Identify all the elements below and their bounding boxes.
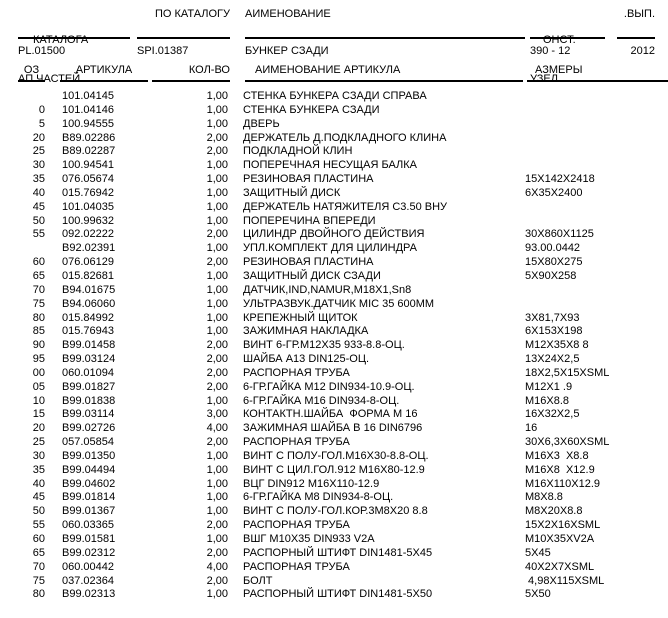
cell-article: 015.76943 <box>62 325 114 338</box>
cell-pos: 50 <box>32 505 45 518</box>
table-row <box>0 270 668 284</box>
column-header-quantity: КОЛ-ВО <box>152 64 230 82</box>
cell-qty: 2,00 <box>206 353 228 366</box>
cell-pos: 5 <box>38 117 45 130</box>
cell-size: M8X20X8.8 <box>525 505 583 518</box>
cell-pos: 15 <box>32 408 45 421</box>
cell-article: B99.02312 <box>62 546 116 559</box>
cell-article: 057.05854 <box>62 436 114 449</box>
table-row <box>0 464 668 478</box>
cell-pos: 30 <box>32 449 45 462</box>
cell-name: РАСПОРНАЯ ТРУБА <box>243 560 350 573</box>
cell-size <box>525 104 668 118</box>
cell-qty: 4,00 <box>206 560 228 573</box>
table-row <box>0 339 668 353</box>
table-row <box>0 519 668 533</box>
cell-pos: 30 <box>32 159 45 172</box>
cell-article: B99.01581 <box>62 533 116 545</box>
table-row <box>0 325 668 339</box>
column-header-article: АРТИКУЛА <box>60 64 148 82</box>
cell-name: ЦИЛИНДР ДВОЙНОГО ДЕЙСТВИЯ <box>243 228 425 241</box>
cell-size <box>525 90 668 104</box>
cell-name: РАСПОРНАЯ ТРУБА <box>243 366 350 379</box>
cell-article: B99.04602 <box>62 477 116 490</box>
cell-size: 30X6,3X60XSML <box>525 436 610 449</box>
cell-pos: 20 <box>32 422 45 435</box>
construction-unit-value: 390 - 12 <box>530 45 571 57</box>
cell-article: 060.00442 <box>62 560 114 573</box>
cell-pos: 70 <box>32 560 45 573</box>
table-row <box>0 505 668 519</box>
table-row <box>0 298 668 312</box>
cell-name: ЗАЩИТНЫЙ ДИСК СЗАДИ <box>243 269 381 282</box>
table-row <box>0 561 668 575</box>
table-row <box>0 90 668 104</box>
cell-article: B94.06060 <box>62 297 116 310</box>
cell-article: 037.02364 <box>62 574 114 587</box>
cell-size <box>525 145 668 159</box>
cell-article: 092.02222 <box>62 228 114 241</box>
cell-size <box>525 159 668 173</box>
cell-size: M12X1 .9 <box>525 380 573 393</box>
cell-pos: 20 <box>32 131 45 144</box>
assembly-name-value: БУНКЕР СЗАДИ <box>245 45 329 57</box>
cell-size: 15X142X2418 <box>525 173 595 186</box>
cell-size: 5X90X258 <box>525 269 577 282</box>
cell-name: ДВЕРЬ <box>243 117 280 130</box>
cell-article: B99.03114 <box>62 408 115 421</box>
cell-qty: 1,00 <box>206 394 228 407</box>
table-row <box>0 478 668 492</box>
cell-pos: 60 <box>32 533 45 545</box>
cell-pos: 0 <box>38 103 45 116</box>
cell-pos <box>0 90 45 104</box>
cell-qty: 1,00 <box>206 505 228 518</box>
cell-pos: 25 <box>32 436 45 449</box>
cell-article: B99.01350 <box>62 449 116 462</box>
cell-name: РАСПОРНЫЙ ШТИФТ DIN1481-5X50 <box>243 588 433 601</box>
cell-pos: 95 <box>32 353 45 366</box>
cell-size <box>525 201 668 215</box>
cell-qty: 1,00 <box>206 588 228 601</box>
cell-pos: 45 <box>32 200 45 213</box>
cell-article: 015.84992 <box>62 311 114 324</box>
column-header-position: ОЗ <box>18 64 45 82</box>
cell-name: КРЕПЕЖНЫЙ ЩИТОК <box>243 311 358 324</box>
table-row <box>0 575 668 589</box>
cell-name: ВИНТ С ПОЛУ-ГОЛ.КОР.3M8X20 8.8 <box>243 505 428 518</box>
table-row <box>0 242 668 256</box>
cell-name: РАСПОРНЫЙ ШТИФТ DIN1481-5X45 <box>243 546 433 559</box>
cell-name: УЛЬТРАЗВУК.ДАТЧИК MIC 35 600MM <box>243 297 435 310</box>
cell-size: 18X2,5X15XSML <box>525 366 610 379</box>
cell-name: РАСПОРНАЯ ТРУБА <box>243 519 350 532</box>
year-column <box>617 8 655 58</box>
cell-name: ВШГ M10X35 DIN933 V2A <box>243 533 375 545</box>
assembly-name-label: АИМЕНОВАНИЕ <box>245 8 525 39</box>
cell-article: B99.03124 <box>62 353 116 366</box>
table-row <box>0 145 668 159</box>
cell-qty: 1,00 <box>206 159 228 172</box>
table-row <box>0 159 668 173</box>
cell-name: ПОПЕРЕЧНАЯ НЕСУЩАЯ БАЛКА <box>243 159 418 172</box>
cell-qty: 1,00 <box>206 477 228 490</box>
cell-size: M8X8.8 <box>525 491 563 504</box>
cell-qty: 1,00 <box>206 533 228 545</box>
cell-article: B99.04494 <box>62 463 116 476</box>
table-row <box>0 284 668 298</box>
cell-pos: 75 <box>32 574 45 587</box>
cell-name: ЗАЖИМНАЯ НАКЛАДКА <box>243 325 369 338</box>
cell-qty: 2,00 <box>206 366 228 379</box>
cell-pos <box>0 242 45 256</box>
cell-pos: 10 <box>32 394 45 407</box>
table-row <box>0 201 668 215</box>
column-header-size: АЗМЕРЫ <box>527 64 668 82</box>
cell-article: 076.06129 <box>62 256 114 269</box>
cell-pos: 65 <box>32 269 45 282</box>
cell-qty: 2,00 <box>206 339 228 352</box>
cell-qty: 2,00 <box>206 519 228 532</box>
cell-article: B99.02726 <box>62 422 116 435</box>
cell-name: ВИНТ С ЦИЛ.ГОЛ.912 M16X80-12.9 <box>243 463 425 476</box>
cell-qty: 2,00 <box>206 574 228 587</box>
cell-pos: 80 <box>32 588 45 601</box>
cell-size: M16X3 X8.8 <box>525 449 589 462</box>
cell-qty: 1,00 <box>206 283 228 296</box>
cell-name: 6-ГР.ГАЙКА M8 DIN934-8-ОЦ. <box>243 491 394 504</box>
cell-pos: 40 <box>32 186 45 199</box>
cell-name: КОНТАКТН.ШАЙБА ФОРМА M 16 <box>243 408 418 421</box>
cell-article: B99.01367 <box>62 505 116 518</box>
table-row <box>0 104 668 118</box>
table-row <box>0 381 668 395</box>
table-row <box>0 187 668 201</box>
cell-name: ВЦГ DIN912 M16X110-12.9 <box>243 477 380 490</box>
cell-qty: 1,00 <box>206 297 228 310</box>
cell-pos: 60 <box>32 256 45 269</box>
table-row <box>0 312 668 326</box>
cell-size: 6X35X2400 <box>525 186 583 199</box>
cell-qty: 1,00 <box>206 90 228 102</box>
cell-name: ПОДКЛАДНОЙ КЛИН <box>243 145 353 158</box>
cell-qty: 1,00 <box>206 269 228 282</box>
cell-article: B99.01458 <box>62 339 116 352</box>
cell-name: РАСПОРНАЯ ТРУБА <box>243 436 350 449</box>
cell-qty: 2,00 <box>206 436 228 449</box>
cell-name: СТЕНКА БУНКЕРА СЗАДИ <box>243 103 380 116</box>
cell-qty: 1,00 <box>206 242 228 255</box>
cell-size: 3X81,7X93 <box>525 311 580 324</box>
cell-qty: 2,00 <box>206 546 228 559</box>
cell-name: СТЕНКА БУНКЕРА СЗАДИ СПРАВА <box>243 90 427 102</box>
cell-qty: 4,00 <box>206 422 228 435</box>
year-label: .ВЫП. <box>617 8 655 39</box>
cell-qty: 1,00 <box>206 214 228 227</box>
construction-unit-label-line2: УЗЕЛ <box>530 73 558 85</box>
cell-size: 93.00.0442 <box>525 242 581 255</box>
table-row <box>0 408 668 422</box>
by-catalog-label: ПО КАТАЛОГУ <box>137 8 230 39</box>
cell-name: ШАЙБА A13 DIN125-ОЦ. <box>243 353 370 366</box>
cell-qty: 2,00 <box>206 380 228 393</box>
cell-pos: 90 <box>32 339 45 352</box>
cell-pos: 50 <box>32 214 45 227</box>
table-row <box>0 491 668 505</box>
cell-qty: 2,00 <box>206 228 228 241</box>
cell-name: БОЛТ <box>243 574 273 587</box>
cell-article: B99.01814 <box>62 491 116 504</box>
cell-qty: 1,00 <box>206 463 228 476</box>
table-row <box>0 588 668 602</box>
cell-name: ПОПЕРЕЧИНА ВПЕРЕДИ <box>243 214 376 227</box>
cell-qty: 1,00 <box>206 200 228 213</box>
table-row <box>0 450 668 464</box>
cell-size: 15X2X16XSML <box>525 519 601 532</box>
column-header-name: АИМЕНОВАНИЕ АРТИКУЛА <box>245 64 523 82</box>
cell-pos: 75 <box>32 297 45 310</box>
cell-name: РЕЗИНОВАЯ ПЛАСТИНА <box>243 256 374 269</box>
cell-name: РЕЗИНОВАЯ ПЛАСТИНА <box>243 173 374 186</box>
catalog-number-label-line1: КАТАЛОГА <box>33 34 89 46</box>
cell-size: M16X8 X12.9 <box>525 463 595 476</box>
cell-size: 13X24X2,5 <box>525 353 580 366</box>
cell-article: 015.76942 <box>62 186 114 199</box>
cell-name: ВИНТ С ПОЛУ-ГОЛ.M16X30-8.8-ОЦ. <box>243 449 429 462</box>
cell-size: 5X45 <box>525 546 551 559</box>
cell-pos: 40 <box>32 477 45 490</box>
catalog-number-value: PL.01500 <box>18 45 66 57</box>
cell-name: ДЕРЖАТЕЛЬ Д.ПОДКЛАДНОГО КЛИНА <box>243 131 447 144</box>
table-row <box>0 215 668 229</box>
cell-size: M12X35X8 8 <box>525 339 589 352</box>
table-row <box>0 367 668 381</box>
table-row <box>0 533 668 547</box>
cell-pos: 25 <box>32 145 45 158</box>
cell-name: ВИНТ 6-ГР.M12X35 933-8.8-ОЦ. <box>243 339 405 352</box>
table-row <box>0 132 668 146</box>
parts-rows <box>0 90 668 602</box>
cell-size: 16 <box>525 422 538 435</box>
cell-article: 100.94555 <box>62 117 114 130</box>
cell-article: 060.03365 <box>62 519 114 532</box>
cell-name: 6-ГР.ГАЙКА M16 DIN934-8-ОЦ. <box>243 394 400 407</box>
cell-size: 30X860X1125 <box>525 228 594 241</box>
cell-qty: 2,00 <box>206 131 228 144</box>
cell-qty: 3,00 <box>206 408 228 421</box>
cell-qty: 2,00 <box>206 256 228 269</box>
construction-unit-label-line1: ОНСТ. <box>543 34 576 46</box>
cell-article: B89.02286 <box>62 131 116 144</box>
table-row <box>0 395 668 409</box>
cell-size: 5X50 <box>525 588 551 601</box>
cell-article: B89.02287 <box>62 145 116 158</box>
cell-name: 6-ГР.ГАЙКА M12 DIN934-10.9-ОЦ. <box>243 380 415 393</box>
cell-size <box>525 132 668 146</box>
cell-size: 6X153X198 <box>525 325 583 338</box>
cell-size: 16X32X2,5 <box>525 408 580 421</box>
table-row <box>0 422 668 436</box>
cell-article: B94.01675 <box>62 283 116 296</box>
cell-pos: 55 <box>32 228 45 241</box>
table-row <box>0 118 668 132</box>
cell-size: 4,98X115XSML <box>525 574 605 587</box>
cell-pos: 55 <box>32 519 45 532</box>
year-value: 2012 <box>630 45 655 57</box>
cell-size <box>525 215 668 229</box>
cell-article: B99.01827 <box>62 380 116 393</box>
table-row <box>0 228 668 242</box>
cell-article: 076.05674 <box>62 173 114 186</box>
cell-size: M10X35XV2A <box>525 533 595 545</box>
cell-pos: 05 <box>32 380 45 393</box>
table-row <box>0 547 668 561</box>
cell-name: УПЛ.КОМПЛЕКТ ДЛЯ ЦИЛИНДРА <box>243 242 417 255</box>
cell-pos: 70 <box>32 283 45 296</box>
assembly-name-column <box>245 8 525 58</box>
cell-article: 015.82681 <box>62 269 114 282</box>
cell-name: ДЕРЖАТЕЛЬ НАТЯЖИТЕЛЯ С3.50 ВНУ <box>243 200 448 213</box>
cell-qty: 1,00 <box>206 325 228 338</box>
cell-article: 101.04145 <box>62 90 114 102</box>
cell-pos: 85 <box>32 325 45 338</box>
cell-article: 101.04035 <box>62 200 114 213</box>
cell-qty: 1,00 <box>206 311 228 324</box>
table-row <box>0 256 668 270</box>
catalog-number-label-line2: АП.ЧАСТЕЙ <box>18 73 81 85</box>
table-row <box>0 436 668 450</box>
cell-article: 060.01094 <box>62 366 114 379</box>
cell-qty: 1,00 <box>206 103 228 116</box>
cell-pos: 65 <box>32 546 45 559</box>
cell-pos: 35 <box>32 173 45 186</box>
cell-name: ЗАЩИТНЫЙ ДИСК <box>243 186 341 199</box>
cell-article: B99.01838 <box>62 394 116 407</box>
table-row <box>0 353 668 367</box>
cell-pos: 80 <box>32 311 45 324</box>
cell-qty: 1,00 <box>206 117 228 130</box>
cell-size <box>525 298 668 312</box>
cell-pos: 45 <box>32 491 45 504</box>
cell-size <box>525 284 668 298</box>
cell-qty: 1,00 <box>206 186 228 199</box>
cell-size <box>525 118 668 132</box>
cell-article: B92.02391 <box>62 242 116 255</box>
cell-name: ЗАЖИМНАЯ ШАЙБА B 16 DIN6796 <box>243 422 423 435</box>
cell-article: B99.02313 <box>62 588 116 601</box>
cell-qty: 2,00 <box>206 145 228 158</box>
cell-article: 101.04146 <box>62 103 114 116</box>
cell-qty: 1,00 <box>206 173 228 186</box>
by-catalog-column <box>137 8 230 58</box>
cell-size: M16X110X12.9 <box>525 477 601 490</box>
cell-size: M16X8.8 <box>525 394 570 407</box>
cell-size: 15X80X275 <box>525 256 583 269</box>
cell-article: 100.94541 <box>62 159 114 172</box>
table-row <box>0 173 668 187</box>
cell-pos: 35 <box>32 463 45 476</box>
by-catalog-value: SPI.01387 <box>137 45 189 57</box>
cell-qty: 1,00 <box>206 449 228 462</box>
cell-size: 40X2X7XSML <box>525 560 595 573</box>
cell-qty: 1,00 <box>206 491 228 504</box>
cell-name: ДАТЧИК,IND,NAMUR,M18X1,Sn8 <box>243 283 412 296</box>
cell-article: 100.99632 <box>62 214 114 227</box>
cell-pos: 00 <box>32 366 45 379</box>
